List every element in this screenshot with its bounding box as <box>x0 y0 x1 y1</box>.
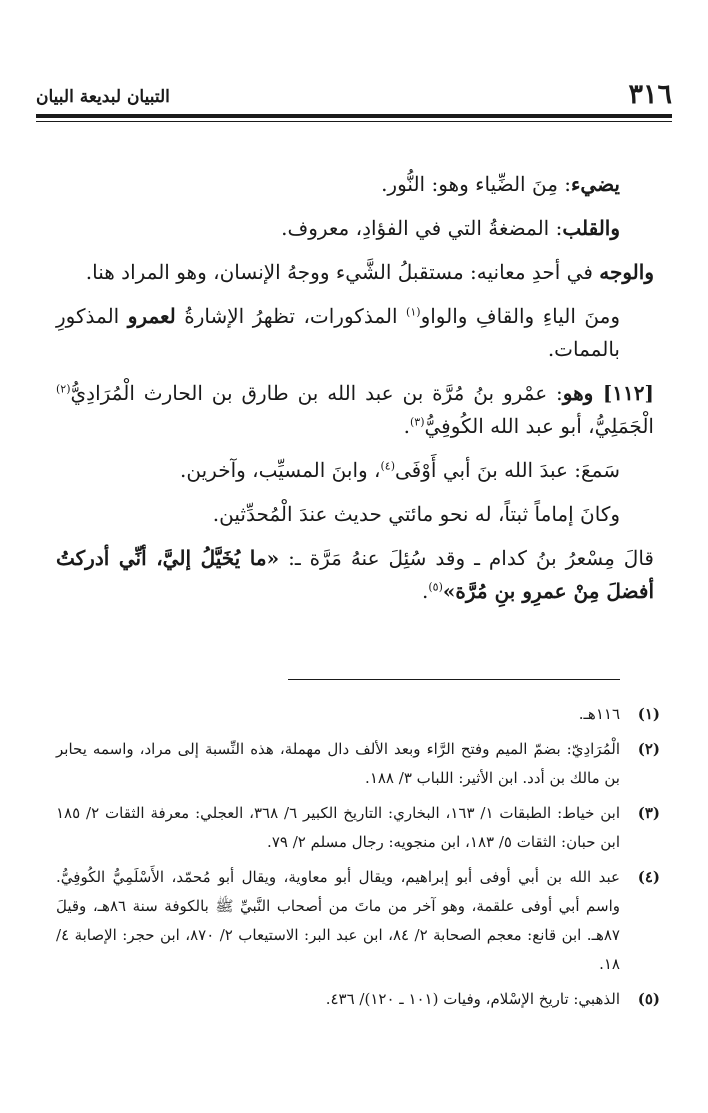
quote-intro: قالَ مِسْعرُ بنُ كدام ـ وقد سُئِلَ عنهُ مَرَّة ـ: <box>279 546 654 570</box>
biography-text-a: : عمْرو بنُ مُرَّة بن عبد الله بن طارق بن الحارث الْمُرَادِيُّ <box>70 381 563 405</box>
footnote-separator <box>288 679 620 680</box>
book-title: التبيان لبديعة البيان <box>36 87 170 107</box>
footnote-ref-5[interactable]: (٥) <box>428 580 443 594</box>
footnote-ref-3[interactable]: (٣) <box>410 415 425 429</box>
header-rule-thick <box>36 114 672 118</box>
footnote-5 <box>56 985 660 1014</box>
page-number: ٣١٦ <box>628 79 672 110</box>
teachers-text-a: سَمعَ: عبدَ الله بنَ أبي أَوْفَى <box>395 458 620 482</box>
footnote-ref-4[interactable]: (٤) <box>380 459 396 473</box>
footnote-3 <box>56 799 660 857</box>
footnote-1 <box>56 700 660 729</box>
paragraph-letters <box>56 300 620 366</box>
footnote-ref-1[interactable]: (١) <box>406 305 421 319</box>
paragraph-quote <box>56 542 654 608</box>
footnote-number: (١) <box>637 705 660 723</box>
footnote-number: (٣) <box>637 804 660 822</box>
paragraph-qalb <box>56 212 620 245</box>
footnote-ref-2[interactable]: (٢) <box>56 382 71 396</box>
term-wajh: والوجه <box>599 260 654 284</box>
footnote-text: الْمُرَادِيّ: بضمّ الميم وفتح الرَّاء وبعد الألف دال مهملة، هذه النِّسبة إلى مراد، واسمه يحابر بن مالك بن أدد. ابن الأثير: اللباب ٣/ ١٨٨. <box>56 740 620 787</box>
teachers-text-b: ، وابنَ المسيِّب، وآخرين. <box>180 458 381 482</box>
status-text: وكانَ إماماً ثبتاً، له نحو مائتي حديث عندَ الْمُحدِّثين. <box>212 502 620 526</box>
quote-end: . <box>422 579 429 603</box>
name-amr: لعمرو <box>127 304 176 328</box>
definition-yudi: : مِنَ الضِّياء وهو: النُّور. <box>381 172 572 196</box>
paragraph-biography <box>56 377 654 443</box>
letters-text-a: ومنَ الياءِ والقافِ والواو <box>420 304 620 328</box>
term-qalb: والقلب <box>562 216 620 240</box>
header-rule-thin <box>36 121 672 122</box>
biography-text-b: الْجَمَلِيُّ، أبو عبد الله الكُوفِيُّ <box>424 414 654 438</box>
quote-text: «ما يُخَيَّلُ إليَّ، أنِّي أدركتُ أفضلَ مِنْ عمرِو بنِ مُرَّة» <box>56 546 654 603</box>
footnote-text: الذهبي: تاريخ الإسْلام، وفيات (١٠١ ـ ١٢٠)/ ٤٣٦. <box>325 990 620 1008</box>
footnote-number: (٥) <box>637 990 660 1008</box>
main-text <box>56 168 654 619</box>
biography-text-c: . <box>403 414 410 438</box>
definition-wajh: في أحدِ معانيه: مستقبلُ الشَّيء ووجهُ الإنسان، وهو المراد هنا. <box>85 260 600 284</box>
footnote-text: ١١٦هـ. <box>578 705 620 723</box>
letters-text-c: المذكورِ بالممات. <box>56 304 620 361</box>
paragraph-yudi <box>56 168 620 201</box>
footnote-2 <box>56 735 660 793</box>
letters-text-b: المذكورات، تظهرُ الإشارةُ <box>175 304 407 328</box>
footnote-number: (٤) <box>637 868 660 886</box>
footnote-number: (٢) <box>637 740 660 758</box>
footnotes <box>56 700 660 1020</box>
term-yudi: يضيء <box>571 172 620 196</box>
footnote-text: عبد الله بن أبي أوفى أبو إبراهيم، ويقال أبو معاوية، ويقال أبو مُحمّد، الأَسْلَمِيُّ الكُوفِيُّ. واسم أبي أوفى علقمة، وهو آخر من ماتَ من أصحاب النَّبيِّ ﷺ بالكوفة سنة ٨٦هـ، وقيلَ ٨٧هـ. ابن قانع: معجم الصحابة ٢/ ٨٤، ابن عبد البر: الاستيعاب ٢/ ٨٧٠، ابن حجر: الإصابة ٤/ ١٨. <box>56 868 620 973</box>
paragraph-teachers <box>56 454 620 487</box>
paragraph-status <box>56 498 620 531</box>
paragraph-wajh <box>56 256 654 289</box>
page-header <box>36 78 672 118</box>
footnote-4 <box>56 863 660 979</box>
entry-number-112: [١١٢] وهو <box>562 381 654 405</box>
footnote-text: ابن خياط: الطبقات ١/ ١٦٣، البخاري: التاريخ الكبير ٦/ ٣٦٨، العجلي: معرفة الثقات ٢/ ١٨٥ ابن حبان: الثقات ٥/ ١٨٣، ابن منجويه: رجال مسلم ٢/ ٧٩. <box>56 804 621 851</box>
definition-qalb: : المضغةُ التي في الفؤادِ، معروف. <box>281 216 563 240</box>
